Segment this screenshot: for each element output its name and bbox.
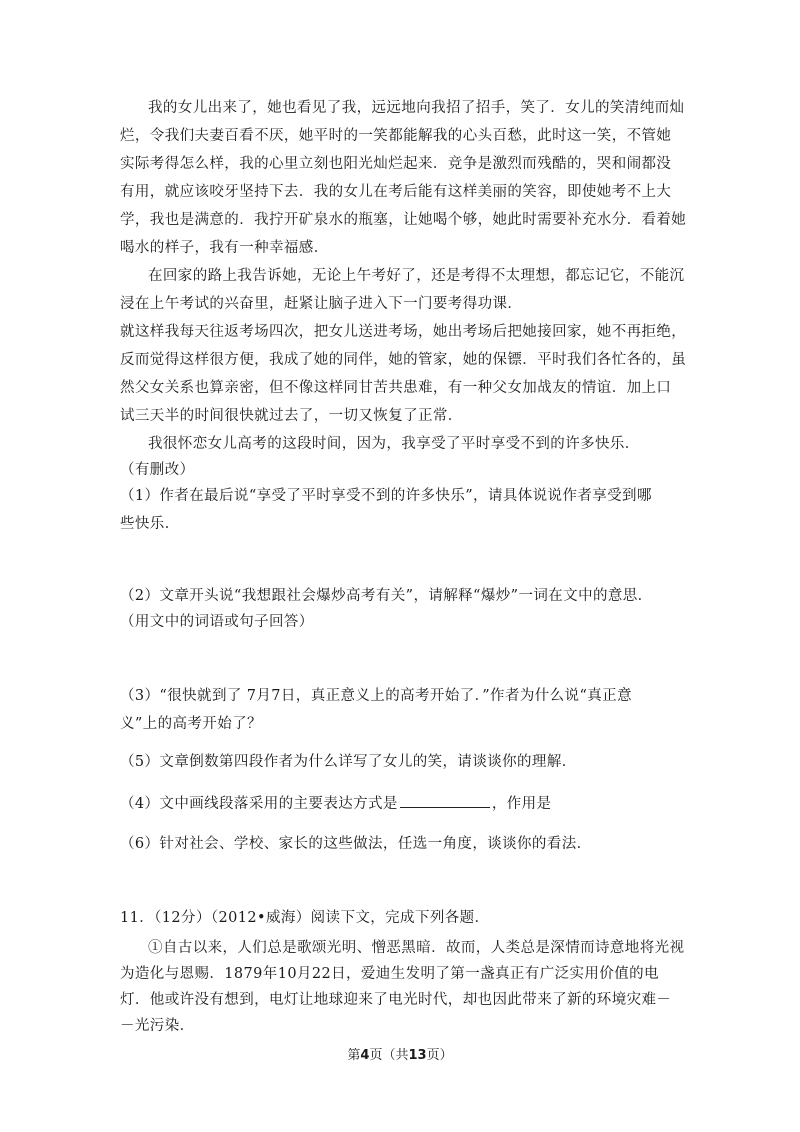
question-5: （5）文章倒数第四段作者为什么详写了女儿的笑，请谈谈你的理解．	[120, 754, 577, 770]
passage-line: 反而觉得这样很方便，我成了她的同伴，她的管家，她的保镖．平时我们各忙各的，虽	[120, 352, 687, 368]
question-2: （2）文章开头说“我想跟社会爆炒高考有关”，请解释“爆炒”一词在文中的意思．	[120, 588, 653, 604]
question-4-prefix: （4）文中画线段落采用的主要表达方式是	[120, 796, 398, 812]
q11-passage-line: －光污染．	[120, 1018, 195, 1034]
footer-mid: 页（共	[369, 1048, 409, 1063]
footer-page-number: 4	[360, 1048, 370, 1063]
question-1-cont: 些快乐．	[120, 516, 180, 532]
question-3-cont: 义”上的高考开始了？	[120, 716, 262, 732]
question-4-suffix: ，作用是	[491, 796, 552, 812]
passage-line: 有用，就应该咬牙坚持下去．我的女儿在考后能有这样美丽的笑容，即使她考不上大	[120, 184, 672, 200]
passage-line: 我很怀恋女儿高考的这段时间，因为，我享受了平时享受不到的许多快乐．	[148, 436, 640, 452]
passage-line: 我的女儿出来了，她也看见了我，远远地向我招了招手，笑了．女儿的笑清纯而灿	[148, 100, 685, 116]
passage-line: 学，我也是满意的．我拧开矿泉水的瓶塞，让她喝个够，她此时需要补充水分．看着她	[120, 212, 687, 228]
passage-line: 烂，令我们夫妻百看不厌，她平时的一笑都能解我的心头百愁，此时这一笑，不管她	[120, 128, 672, 144]
passage-line: 试三天半的时间很快就过去了，一切又恢复了正常．	[120, 408, 463, 424]
q11-passage-line: ①自古以来，人们总是歌颂光明、憎恶黑暗．故而，人类总是深情而诗意地将光视	[148, 940, 685, 956]
passage-line: 浸在上午考试的兴奋里，赶紧让脑子进入下一门要考得功课．	[120, 296, 523, 312]
passage-line: 喝水的样子，我有一种幸福感．	[120, 240, 329, 256]
footer-post: 页）	[426, 1048, 453, 1063]
passage-line: 实际考得怎么样，我的心里立刻也阳光灿烂起来．竞争是激烈而残酷的，哭和闹都没	[120, 156, 672, 172]
page-footer	[0, 1044, 800, 1063]
footer-pre: 第	[347, 1048, 361, 1063]
question-6: （6）针对社会、学校、家长的这些做法，任选一角度，谈谈你的看法．	[120, 836, 592, 852]
q11-passage-line: 为造化与恩赐．1879年10月22日，爱迪生发明了第一盏真正有广泛实用价值的电	[120, 966, 659, 982]
q11-passage-line: 灯．他或许没有想到，电灯让地球迎来了电光时代，却也因此带来了新的环境灾难－	[120, 992, 672, 1008]
question-1: （1）作者在最后说“享受了平时享受不到的许多快乐”，请具体说说作者享受到哪	[120, 488, 652, 504]
footer-total-pages: 13	[408, 1048, 427, 1063]
passage-line: 然父女关系也算亲密，但不像这样同甘苦共患难，有一种父女加战友的情谊．加上口	[120, 380, 672, 396]
question-3: （3）“很快就到了 7月7日，真正意义上的高考开始了．”作者为什么说“真正意	[120, 688, 632, 704]
question-2-cont: （用文中的词语或句子回答）	[120, 614, 314, 630]
question-4	[120, 792, 551, 816]
answer-blank[interactable]	[400, 793, 490, 808]
source-note: （有删改）	[120, 462, 195, 478]
passage-line: 在回家的路上我告诉她，无论上午考好了，还是考得不太理想，都忘记它，不能沉	[148, 268, 685, 284]
question-11-header: 11．（12分）（2012•威海）阅读下文，完成下列各题．	[120, 910, 490, 926]
passage-line: 就这样我每天往返考场四次，把女儿送进考场，她出考场后把她接回家，她不再拒绝，	[120, 324, 687, 340]
